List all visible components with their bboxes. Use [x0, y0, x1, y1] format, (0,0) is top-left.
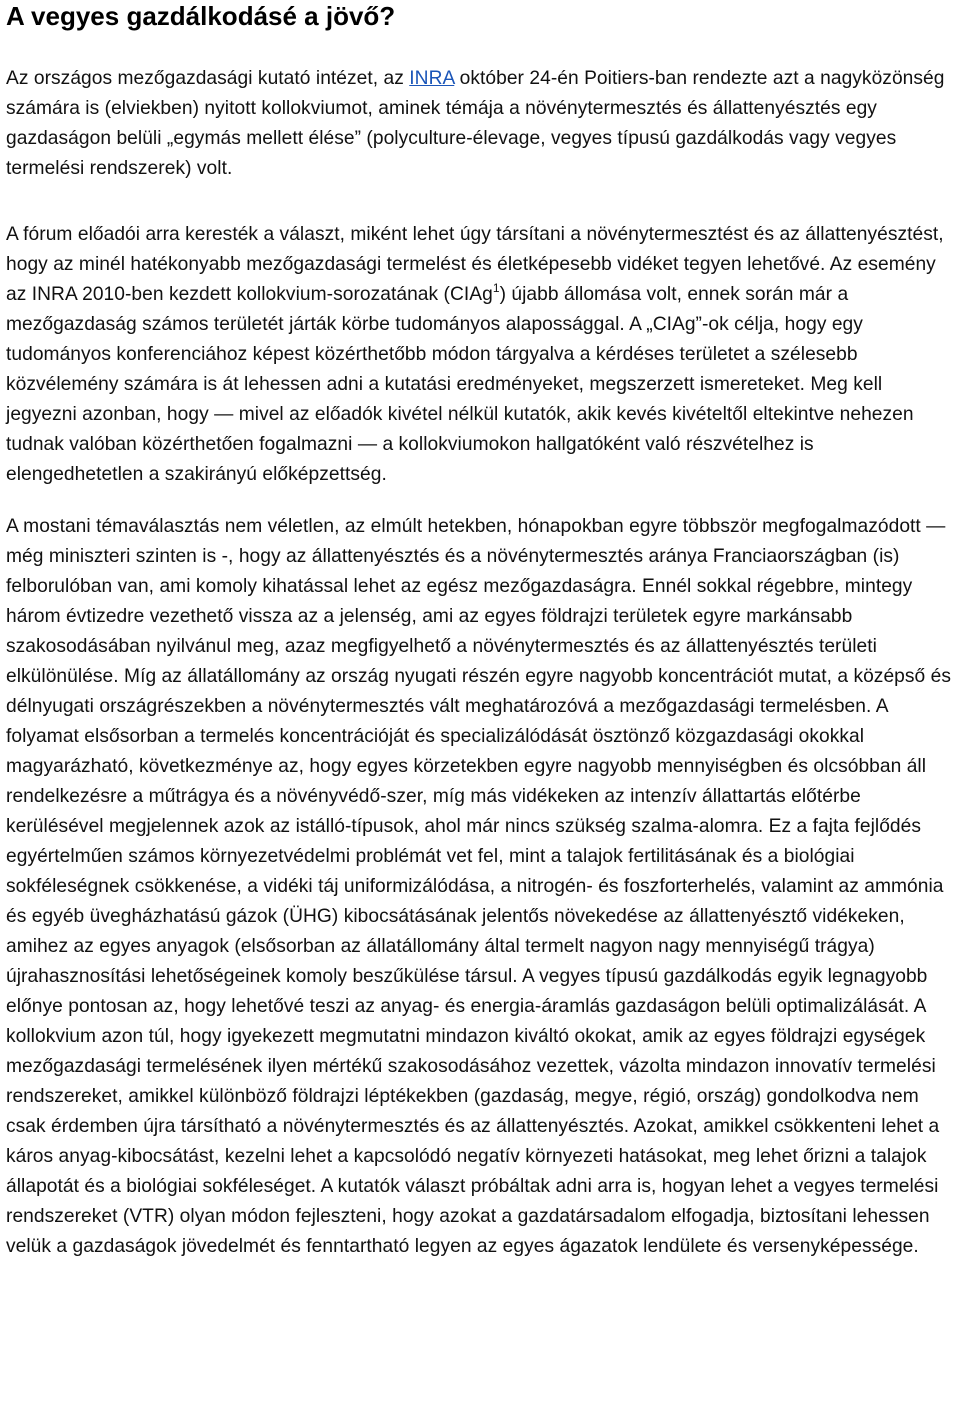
paragraph-intro-text-after-link: október 24-én Poitiers-ban rendezte azt a nagyközönség számára is (elviekben) nyitott kollokviumot, aminek témája a növénytermesztés és állattenyésztés egy gazdaságon belüli „egymás mellett élése” (polyculture-élevage, vegyes típusú gazdálkodás vagy vegyes termelési rendszerek) volt.: [6, 68, 945, 179]
article-title: A vegyes gazdálkodásé a jövő?: [6, 1, 396, 31]
inra-link[interactable]: INRA: [409, 68, 455, 89]
paragraph-intro-text-before-link: Az országos mezőgazdasági kutató intézet, az: [6, 68, 410, 89]
paragraph-topic: A mostani témaválasztás nem véletlen, az elmúlt hetekben, hónapokban egyre többször megfogalmazódott — még miniszteri szinten is -, hogy az állattenyésztés és a növénytermesztés aránya Franciaországban (is) felborulóban van, ami komoly kihatással lehet az egész mezőgazdaságra. Ennél sokkal régebbre, mintegy három évtizedre vezethető vissza az a jelenség, ami az egyes földrajzi területek egyre markánsabb szakosodásában nyilvánul meg, azaz megfigyelhető a növénytermesztés és az állattenyésztés területi elkülönülése. Míg az állatállomány az ország nyugati részén egyre nagyobb koncentrációt mutat, a középső és délnyugati országrészekben a növénytermesztés vált meghatározóvá a mezőgazdasági termelésben. A folyamat elsősorban a termelés koncentrációját és specializálódását ösztönző közgazdasági okokkal magyarázható, következménye az, hogy egyes körzetekben egyre nagyobb mennyiségben és olcsóbban áll rendelkezésre a műtrágya és a növényvédő-szer, míg más vidékeken az intenzív állattartás előtérbe kerülésével megjelennek azok az istálló-típusok, ahol már nincs szükség szalma-alomra. Ez a fajta fejlődés egyértelműen számos környezetvédelmi problémát vet fel, mint a talajok fertilitásának és a biológiai sokféleségnek csökkenése, a vidéki táj uniformizálódása, a nitrogén- és foszforterhelés, valamint az ammónia és egyéb üvegházhatású gázok (ÜHG) kibocsátásának jelentős növekedése az állattenyésztő vidékeken, amihez az egyes anyagok (elsősorban az állatállomány által termelt nagyon nagy mennyiségű trágya) újrahasznosítási lehetőségeinek komoly beszűkülése társul. A vegyes típusú gazdálkodás egyik legnagyobb előnye pontosan az, hogy lehetővé teszi az anyag- és energia-áramlás gazdaságon belüli optimalizálását. A kollokvium azon túl, hogy igyekezett megmutatni mindazon kiváltó okokat, amik az egyes földrajzi egységek mezőgazdasági termelésének ilyen mértékű szakosodásához vezettek, vázolta mindazon innovatív termelési rendszereket, amikkel különböző földrajzi léptékekben (gazdaság, megye, régió, ország) gondolkodva nem csak érdemben újra társítható a növénytermesztés és az állattenyésztés. Azokat, amikkel csökkenteni lehet a káros anyag-kibocsátást, kezelni lehet a kapcsolódó negatív környezeti hatásokat, meg lehet őrizni a talajok állapotát és a biológiai sokféleséget. A kutatók választ próbáltak adni arra is, hogyan lehet a vegyes termelési rendszereket (VTR) olyan módon fejleszteni, hogy azokat a gazdatársadalom elfogadja, biztosítani lehessen velük a gazdaságok jövedelmét és fenntartható legyen az egyes ágazatok lendülete és versenyképessége.: [6, 516, 952, 1257]
paragraph-intro: [6, 64, 956, 184]
article: [6, 0, 956, 1262]
paragraph-forum-text-after-footnote: ) újabb állomása volt, ennek során már a mezőgazdaság számos területét járták körbe tudományos alapossággal. A „CIAg”-ok célja, hogy egy tudományos konferenciához képest közérthetőbb módon tárgyalva a kérdéses területet a szélesebb közvélemény számára is át lehessen adni a kutatási eredményeket, megszerzett ismereteket. Meg kell jegyezni azonban, hogy — mivel az előadók kivétel nélkül kutatók, akik kevés kivételtől eltekintve nehezen tudnak valóban közérthetően fogalmazni — a kollokviumokon hallgatóként való részvételhez is elengedhetetlen a szakirányú előképzettség.: [6, 284, 914, 485]
footnote-marker: 1: [492, 280, 500, 295]
paragraph-forum: [6, 220, 956, 490]
paragraph-forum-text-before-footnote: A fórum előadói arra keresték a választ, miként lehet úgy társítani a növénytermesztést és az állattenyésztést, hogy az minél hatékonyabb mezőgazdasági termelést és életképesebb vidéket tegyen lehetővé. Az esemény az INRA 2010-ben kezdett kollokvium-sorozatának (CIAg: [6, 224, 944, 305]
